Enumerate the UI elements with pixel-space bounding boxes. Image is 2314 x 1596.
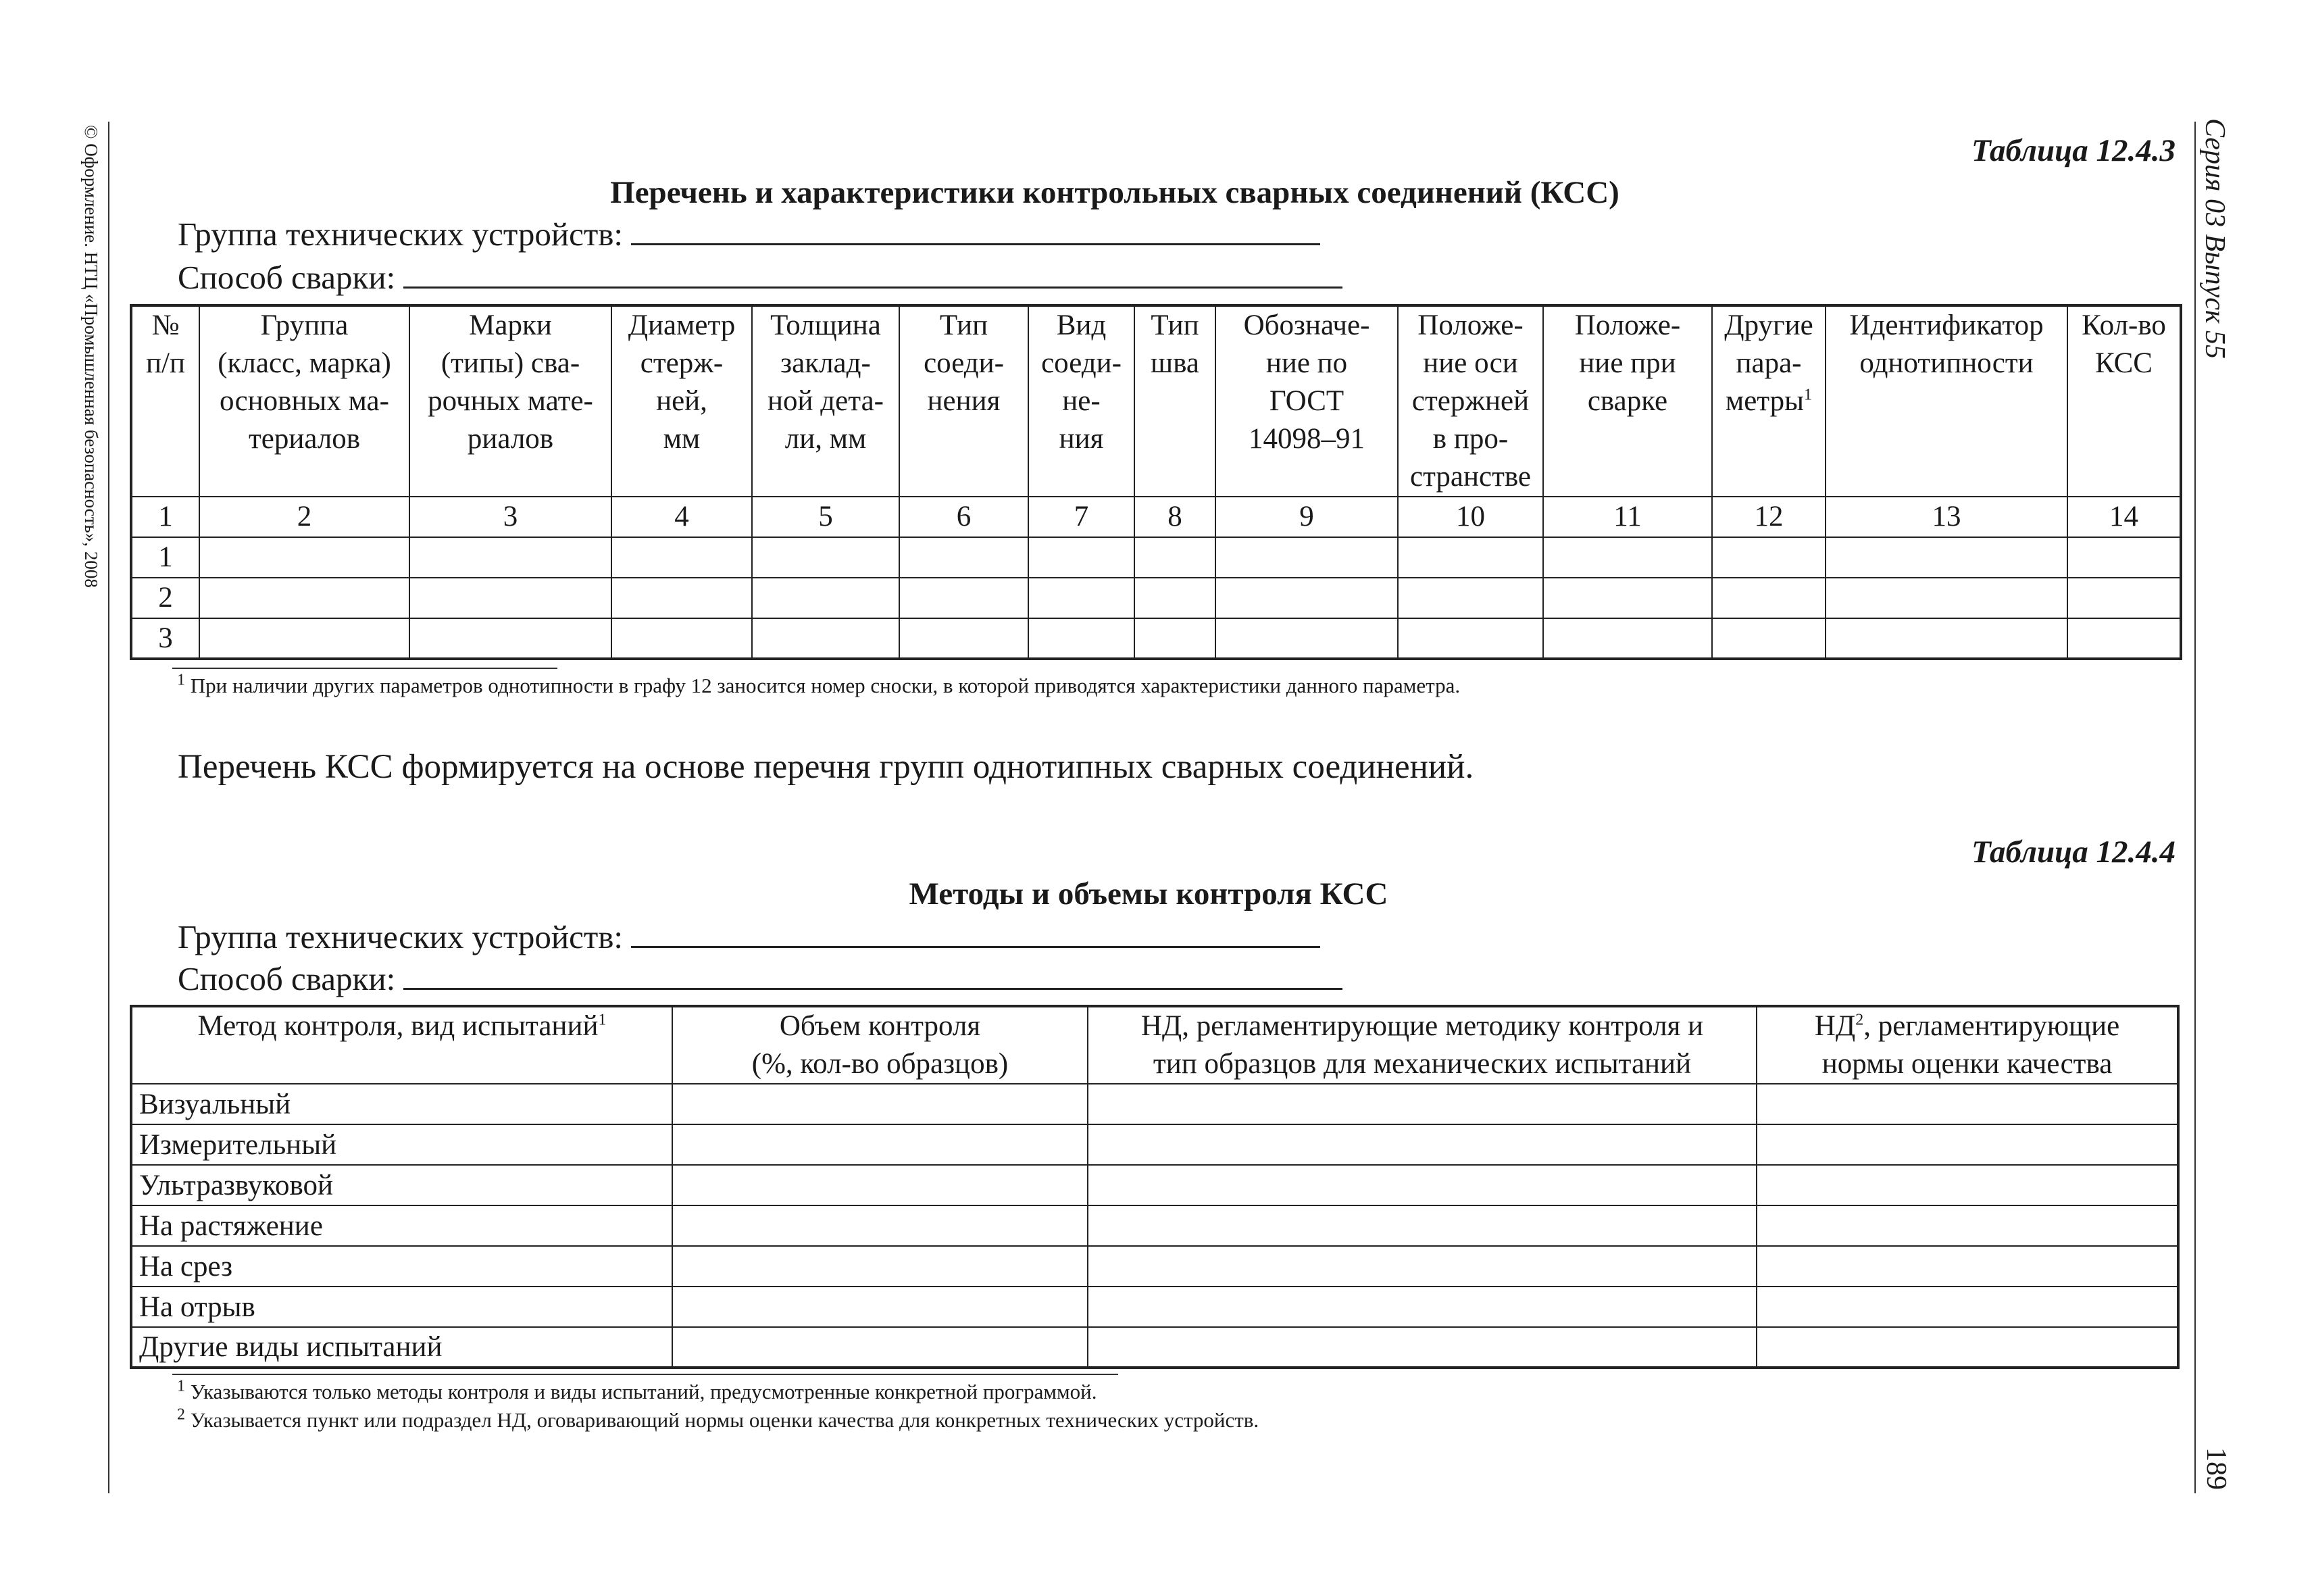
t2-row-label: Ультразвуковой xyxy=(131,1165,672,1205)
t1-header-cell: № п/п xyxy=(131,305,199,497)
table1 xyxy=(130,304,2182,660)
right-margin-rule xyxy=(2194,122,2196,1493)
t1-header-cell: Тип соеди- нения xyxy=(899,305,1028,497)
page-number: 189 xyxy=(2200,1447,2232,1490)
t1-row-number: 3 xyxy=(131,618,199,659)
footnote-rule xyxy=(172,668,557,669)
footnote-text: При наличии других параметров однотипности в графу 12 заносится номер сноски, в которой приводятся характеристики данного параметра. xyxy=(190,674,1461,697)
footnote-mark: 1 xyxy=(177,1377,185,1395)
table2-method-field xyxy=(178,959,1342,998)
t1-colnum: 1 xyxy=(131,497,199,537)
table-row xyxy=(131,578,2181,618)
copyright-margin-text: © Оформление. НТЦ «Промышленная безопасность», 2008 xyxy=(81,125,101,588)
t2-header-nd-method: НД, регламентирующие методику контроля и тип образцов для механических испытаний xyxy=(1088,1006,1757,1084)
t1-colnum: 12 xyxy=(1712,497,1826,537)
table1-title: Перечень и характеристики контрольных сварных соединений (КСС) xyxy=(610,175,1619,210)
footnote-text: Указываются только методы контроля и виды испытаний, предусмотренные конкретной программой. xyxy=(190,1380,1097,1403)
t1-header-cell: Диаметр стерж- ней, мм xyxy=(611,305,752,497)
t2-row-label: На растяжение xyxy=(131,1205,672,1246)
t2-row-label: Другие виды испытаний xyxy=(131,1327,672,1368)
t1-colnum: 3 xyxy=(409,497,611,537)
t1-colnum: 6 xyxy=(899,497,1028,537)
t1-header-cell: Марки (типы) сва- рочных мате- риалов xyxy=(409,305,611,497)
table1-label: Таблица 12.4.3 xyxy=(1971,133,2175,168)
left-margin-rule xyxy=(108,122,109,1493)
table1-footnote xyxy=(177,671,1461,698)
t2-row-label: Измерительный xyxy=(131,1124,672,1165)
table2 xyxy=(130,1005,2180,1369)
table-row xyxy=(131,618,2181,659)
t1-colnum: 10 xyxy=(1398,497,1543,537)
table2-footnote-2 xyxy=(177,1405,1259,1432)
table-row xyxy=(131,1084,2178,1124)
t1-header-cell: Положе- ние оси стержней в про- странстве xyxy=(1398,305,1543,497)
table1-header-row xyxy=(131,305,2181,497)
t2-row-label: На срез xyxy=(131,1246,672,1287)
t1-colnum: 11 xyxy=(1543,497,1712,537)
t1-header-cell: Толщина заклад- ной дета- ли, мм xyxy=(752,305,899,497)
t1-row-number: 1 xyxy=(131,537,199,578)
footnote-text: Указывается пункт или подраздел НД, оговаривающий нормы оценки качества для конкретных технических устройств. xyxy=(190,1408,1259,1432)
t1-colnum: 8 xyxy=(1134,497,1215,537)
table1-method-field xyxy=(178,258,1342,297)
t1-header-cell: Вид соеди- не- ния xyxy=(1028,305,1134,497)
table2-group-label: Группа технических устройств: xyxy=(178,918,624,955)
table-row xyxy=(131,1205,2178,1246)
t1-header-cell: Положе- ние при сварке xyxy=(1543,305,1712,497)
table2-group-field xyxy=(178,918,1320,956)
t1-header-cell: Обозначе- ние по ГОСТ 14098–91 xyxy=(1215,305,1398,497)
table-row xyxy=(131,1246,2178,1287)
t1-header-cell: Другие пара- метры$^1$ xyxy=(1712,305,1826,497)
table2-method-label: Способ сварки: xyxy=(178,960,396,997)
t1-colnum: 14 xyxy=(2067,497,2181,537)
table1-method-label: Способ сварки: xyxy=(178,259,396,296)
table2-footnote-1 xyxy=(177,1377,1097,1404)
t1-colnum: 7 xyxy=(1028,497,1134,537)
t2-row-label: Визуальный xyxy=(131,1084,672,1124)
table1-group-blank xyxy=(631,216,1320,245)
footnote-rule xyxy=(172,1374,1118,1375)
table1-colnum-row xyxy=(131,497,2181,537)
t1-row-number: 2 xyxy=(131,578,199,618)
body-paragraph: Перечень КСС формируется на основе перечня групп однотипных сварных соединений. xyxy=(178,748,1474,786)
footnote-ref-1: 1 xyxy=(1804,386,1812,404)
table2-header-row xyxy=(131,1006,2178,1084)
series-margin-text: Серия 03 Выпуск 55 xyxy=(2199,118,2230,359)
table-row xyxy=(131,1327,2178,1368)
t1-colnum: 4 xyxy=(611,497,752,537)
table-row xyxy=(131,1165,2178,1205)
table1-group-label: Группа технических устройств: xyxy=(178,216,624,253)
t1-header-cell: Группа (класс, марка) основных ма- териалов xyxy=(199,305,409,497)
t2-header-volume: Объем контроля (%, кол-во образцов) xyxy=(672,1006,1088,1084)
table-row xyxy=(131,537,2181,578)
t1-colnum: 13 xyxy=(1826,497,2067,537)
t2-header-method: Метод контроля, вид испытаний$^1$ xyxy=(131,1006,672,1084)
table-row xyxy=(131,1124,2178,1165)
t1-colnum: 5 xyxy=(752,497,899,537)
table2-label: Таблица 12.4.4 xyxy=(1971,834,2175,870)
table-row xyxy=(131,1287,2178,1327)
t1-header-cell: Кол-во КСС xyxy=(2067,305,2181,497)
t1-colnum: 9 xyxy=(1215,497,1398,537)
table2-title: Методы и объемы контроля КСС xyxy=(909,876,1388,912)
t1-header-cell: Идентификатор однотипности xyxy=(1826,305,2067,497)
table1-method-blank xyxy=(403,259,1342,289)
t2-row-label: На отрыв xyxy=(131,1287,672,1327)
t1-header-cell: Тип шва xyxy=(1134,305,1215,497)
table2-method-blank xyxy=(403,961,1342,990)
table1-group-field xyxy=(178,215,1320,253)
t1-colnum: 2 xyxy=(199,497,409,537)
t2-header-nd-norms: $НД^2$, регламентирующие нормы оценки качества xyxy=(1757,1006,2178,1084)
footnote-mark: 1 xyxy=(177,671,185,689)
footnote-mark: 2 xyxy=(177,1405,185,1424)
table2-group-blank xyxy=(631,919,1320,948)
